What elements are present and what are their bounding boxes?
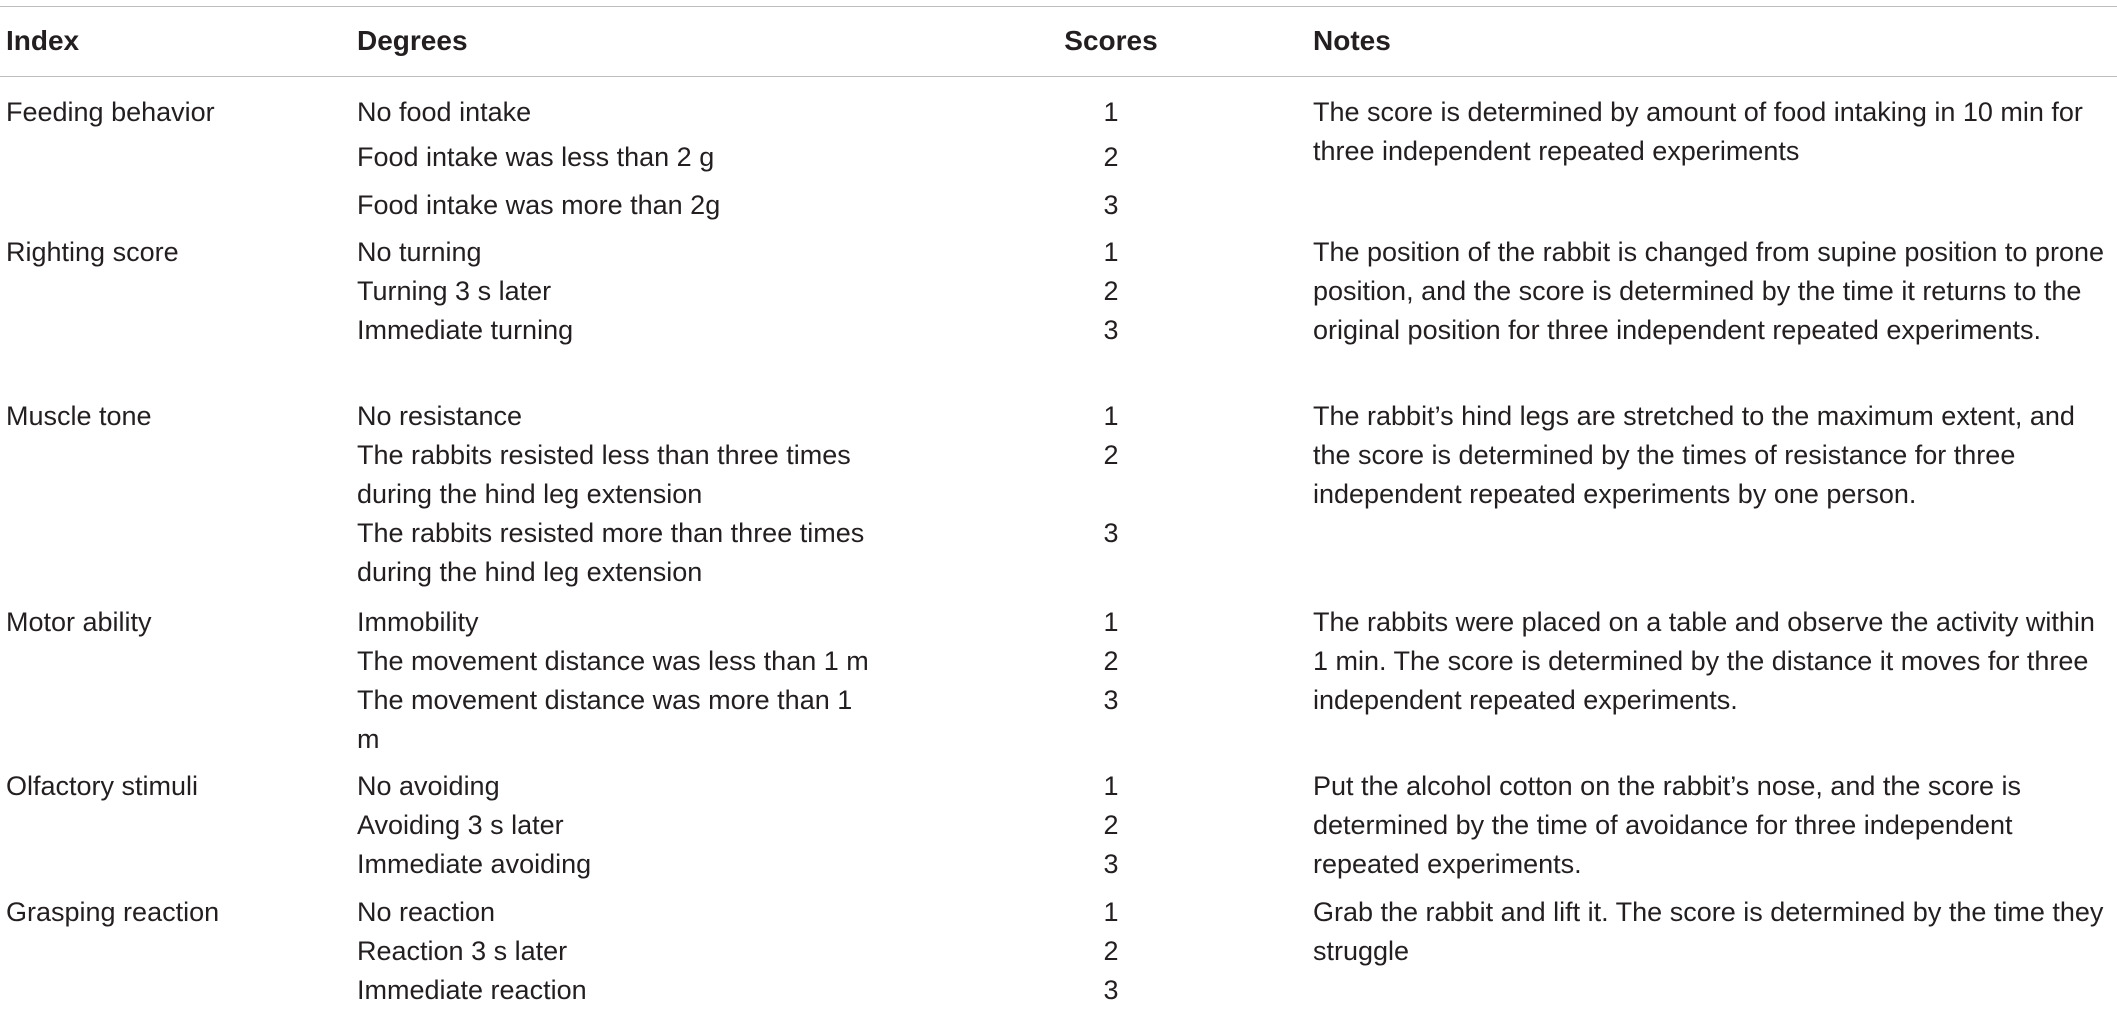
degree-text: The rabbits resisted more than three times during the hind leg extension xyxy=(357,518,865,587)
score-value: 3 xyxy=(1103,685,1119,715)
notes-olfactory-stimuli: Put the alcohol cotton on the rabbit’s nose, and the score is determined by the time of avoidance for three independent repeated experiments. xyxy=(1313,771,2021,879)
score-value: 2 xyxy=(1103,810,1119,840)
degree-text: Immediate reaction xyxy=(357,975,587,1005)
score-value: 2 xyxy=(1103,142,1119,172)
notes-righting-score: The position of the rabbit is changed from supine position to prone position, and the score is determined by the time it returns to the original position for three independent repeated experiments. xyxy=(1313,237,2104,345)
index-olfactory-stimuli: Olfactory stimuli xyxy=(6,771,199,801)
notes-feeding-behavior: The score is determined by amount of food intaking in 10 min for three independent repeated experiments xyxy=(1313,97,2083,166)
degree-text: No resistance xyxy=(357,401,523,431)
table-top-rule xyxy=(0,6,2117,7)
index-grasping-reaction: Grasping reaction xyxy=(6,897,220,927)
score-value: 2 xyxy=(1103,276,1119,306)
index-muscle-tone: Muscle tone xyxy=(6,401,152,431)
degree-text: Avoiding 3 s later xyxy=(357,810,564,840)
score-value: 2 xyxy=(1103,440,1119,470)
degree-text: Turning 3 s later xyxy=(357,276,552,306)
score-value: 1 xyxy=(1103,237,1119,267)
header-notes: Notes xyxy=(1313,25,1391,56)
degree-text: Immediate avoiding xyxy=(357,849,592,879)
score-value: 3 xyxy=(1103,975,1119,1005)
degree-text: Food intake was more than 2g xyxy=(357,190,721,220)
degree-text: No food intake xyxy=(357,97,532,127)
score-value: 1 xyxy=(1103,607,1119,637)
score-value: 1 xyxy=(1103,401,1119,431)
notes-muscle-tone: The rabbit’s hind legs are stretched to the maximum extent, and the score is determined by the times of resistance for three independent repeated experiments by one person. xyxy=(1313,401,2075,509)
score-value: 3 xyxy=(1103,315,1119,345)
score-value: 1 xyxy=(1103,771,1119,801)
header-bottom-rule xyxy=(0,76,2117,77)
notes-grasping-reaction: Grab the rabbit and lift it. The score is determined by the time they struggle xyxy=(1313,897,2104,966)
degree-text: The rabbits resisted less than three times during the hind leg extension xyxy=(357,440,851,509)
score-value: 3 xyxy=(1103,849,1119,879)
degree-text: The movement distance was less than 1 m xyxy=(357,646,869,676)
index-feeding-behavior: Feeding behavior xyxy=(6,97,215,127)
score-value: 1 xyxy=(1103,897,1119,927)
score-value: 2 xyxy=(1103,646,1119,676)
header-index: Index xyxy=(6,25,80,56)
index-righting-score: Righting score xyxy=(6,237,179,267)
degree-text: No avoiding xyxy=(357,771,500,801)
score-value: 3 xyxy=(1103,518,1119,548)
index-motor-ability: Motor ability xyxy=(6,607,152,637)
degree-text: Immobility xyxy=(357,607,479,637)
degree-text: Immediate turning xyxy=(357,315,574,345)
score-value: 3 xyxy=(1103,190,1119,220)
degree-text: No reaction xyxy=(357,897,496,927)
notes-motor-ability: The rabbits were placed on a table and observe the activity within 1 min. The score is determined by the distance it moves for three independent repeated experiments. xyxy=(1313,607,2095,715)
degree-text: No turning xyxy=(357,237,482,267)
degree-text: Reaction 3 s later xyxy=(357,936,568,966)
header-scores: Scores xyxy=(1064,25,1158,56)
score-value: 2 xyxy=(1103,936,1119,966)
score-value: 1 xyxy=(1103,97,1119,127)
header-degrees: Degrees xyxy=(357,25,468,56)
degree-text: Food intake was less than 2 g xyxy=(357,142,715,172)
degree-text: The movement distance was more than 1 m xyxy=(357,685,853,754)
